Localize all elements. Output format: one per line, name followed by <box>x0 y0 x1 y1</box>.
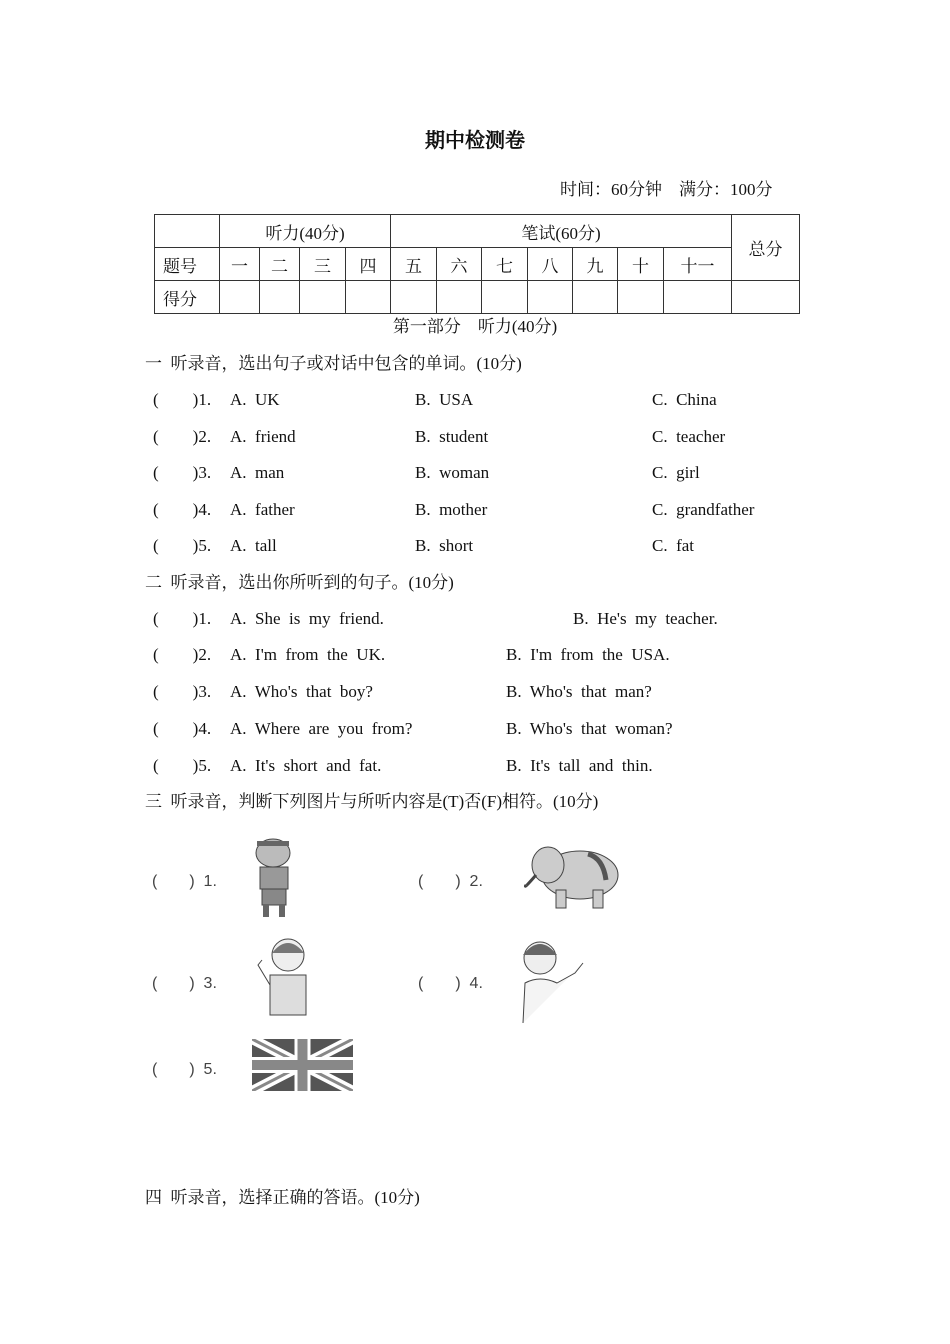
question-number: ( )5. <box>153 536 212 555</box>
section-3-heading: 三 听录音，判断下列图片与所听内容是(T)否(F)相符。(10分) <box>145 792 599 811</box>
option-b: B. student <box>415 427 489 446</box>
option-c: C. teacher <box>652 427 726 446</box>
score-cell[interactable] <box>664 281 732 314</box>
question-number: ( )4. <box>153 719 212 738</box>
picture-item-label: ( ) 1. <box>152 873 217 890</box>
col-number: 八 <box>528 248 573 281</box>
exam-meta: 时间：60分钟 满分：100分 <box>560 180 773 199</box>
pig-picture <box>240 835 310 920</box>
section-2-heading: 二 听录音，选出你所听到的句子。(10分) <box>145 573 454 592</box>
picture-item-label: ( ) 4. <box>418 975 483 992</box>
col-number: 七 <box>482 248 528 281</box>
score-cell[interactable] <box>482 281 528 314</box>
score-cell[interactable] <box>573 281 618 314</box>
option-a: A. man <box>230 463 285 482</box>
uk-flag-picture <box>252 1039 353 1091</box>
score-table <box>154 214 800 314</box>
option-c: C. girl <box>652 463 700 482</box>
question-number: ( )2. <box>153 645 212 664</box>
col-number: 二 <box>260 248 300 281</box>
col-number: 一 <box>220 248 260 281</box>
elephant-picture <box>518 840 623 912</box>
page-title: 期中检测卷 <box>425 130 525 152</box>
score-cell[interactable] <box>391 281 437 314</box>
boy-picture <box>250 935 315 1025</box>
question-number: ( )3. <box>153 682 212 701</box>
option-a: A. Who's that boy? <box>230 682 373 701</box>
score-label: 得分 <box>155 281 220 314</box>
option-b: B. woman <box>415 463 490 482</box>
part-heading: 第一部分 听力(40分) <box>392 317 558 336</box>
question-number: ( )2. <box>153 427 212 446</box>
option-b: B. He's my teacher. <box>573 609 718 628</box>
option-a: A. I'm from the UK. <box>230 645 386 664</box>
option-b: B. USA <box>415 390 474 409</box>
picture-item-label: ( ) 5. <box>152 1061 217 1078</box>
col-number: 五 <box>391 248 437 281</box>
score-cell[interactable] <box>220 281 260 314</box>
picture-item-label: ( ) 3. <box>152 975 217 992</box>
option-a: A. friend <box>230 427 296 446</box>
score-cell[interactable] <box>618 281 664 314</box>
score-cell[interactable] <box>437 281 482 314</box>
score-cell[interactable] <box>260 281 300 314</box>
option-a: A. She is my friend. <box>230 609 384 628</box>
col-number: 六 <box>437 248 482 281</box>
picture-item-label: ( ) 2. <box>418 873 483 890</box>
question-number: ( )5. <box>153 756 212 775</box>
option-b: B. mother <box>415 500 488 519</box>
col-number: 四 <box>346 248 391 281</box>
col-number: 三 <box>300 248 346 281</box>
woman-picture <box>515 933 590 1028</box>
question-number: ( )1. <box>153 390 212 409</box>
score-cell[interactable] <box>346 281 391 314</box>
question-number-label: 题号 <box>155 248 220 281</box>
listening-header: 听力(40分) <box>220 215 391 248</box>
option-c: C. China <box>652 390 717 409</box>
option-b: B. Who's that woman? <box>506 719 673 738</box>
section-4-heading: 四 听录音，选择正确的答语。(10分) <box>145 1188 420 1207</box>
total-header: 总分 <box>732 215 800 281</box>
option-b: B. short <box>415 536 474 555</box>
score-cell[interactable] <box>528 281 573 314</box>
question-number: ( )1. <box>153 609 212 628</box>
option-b: B. Who's that man? <box>506 682 652 701</box>
option-a: A. tall <box>230 536 277 555</box>
option-a: A. UK <box>230 390 280 409</box>
option-a: A. It's short and fat. <box>230 756 382 775</box>
col-number: 十一 <box>664 248 732 281</box>
option-c: C. fat <box>652 536 695 555</box>
option-b: B. I'm from the USA. <box>506 645 670 664</box>
option-c: C. grandfather <box>652 500 755 519</box>
question-number: ( )4. <box>153 500 212 519</box>
col-number: 九 <box>573 248 618 281</box>
col-number: 十 <box>618 248 664 281</box>
question-number: ( )3. <box>153 463 212 482</box>
score-cell[interactable] <box>732 281 800 314</box>
score-cell[interactable] <box>300 281 346 314</box>
option-a: A. Where are you from? <box>230 719 413 738</box>
option-b: B. It's tall and thin. <box>506 756 653 775</box>
section-1-heading: 一 听录音，选出句子或对话中包含的单词。(10分) <box>145 354 522 373</box>
writing-header: 笔试(60分) <box>391 215 732 248</box>
option-a: A. father <box>230 500 295 519</box>
